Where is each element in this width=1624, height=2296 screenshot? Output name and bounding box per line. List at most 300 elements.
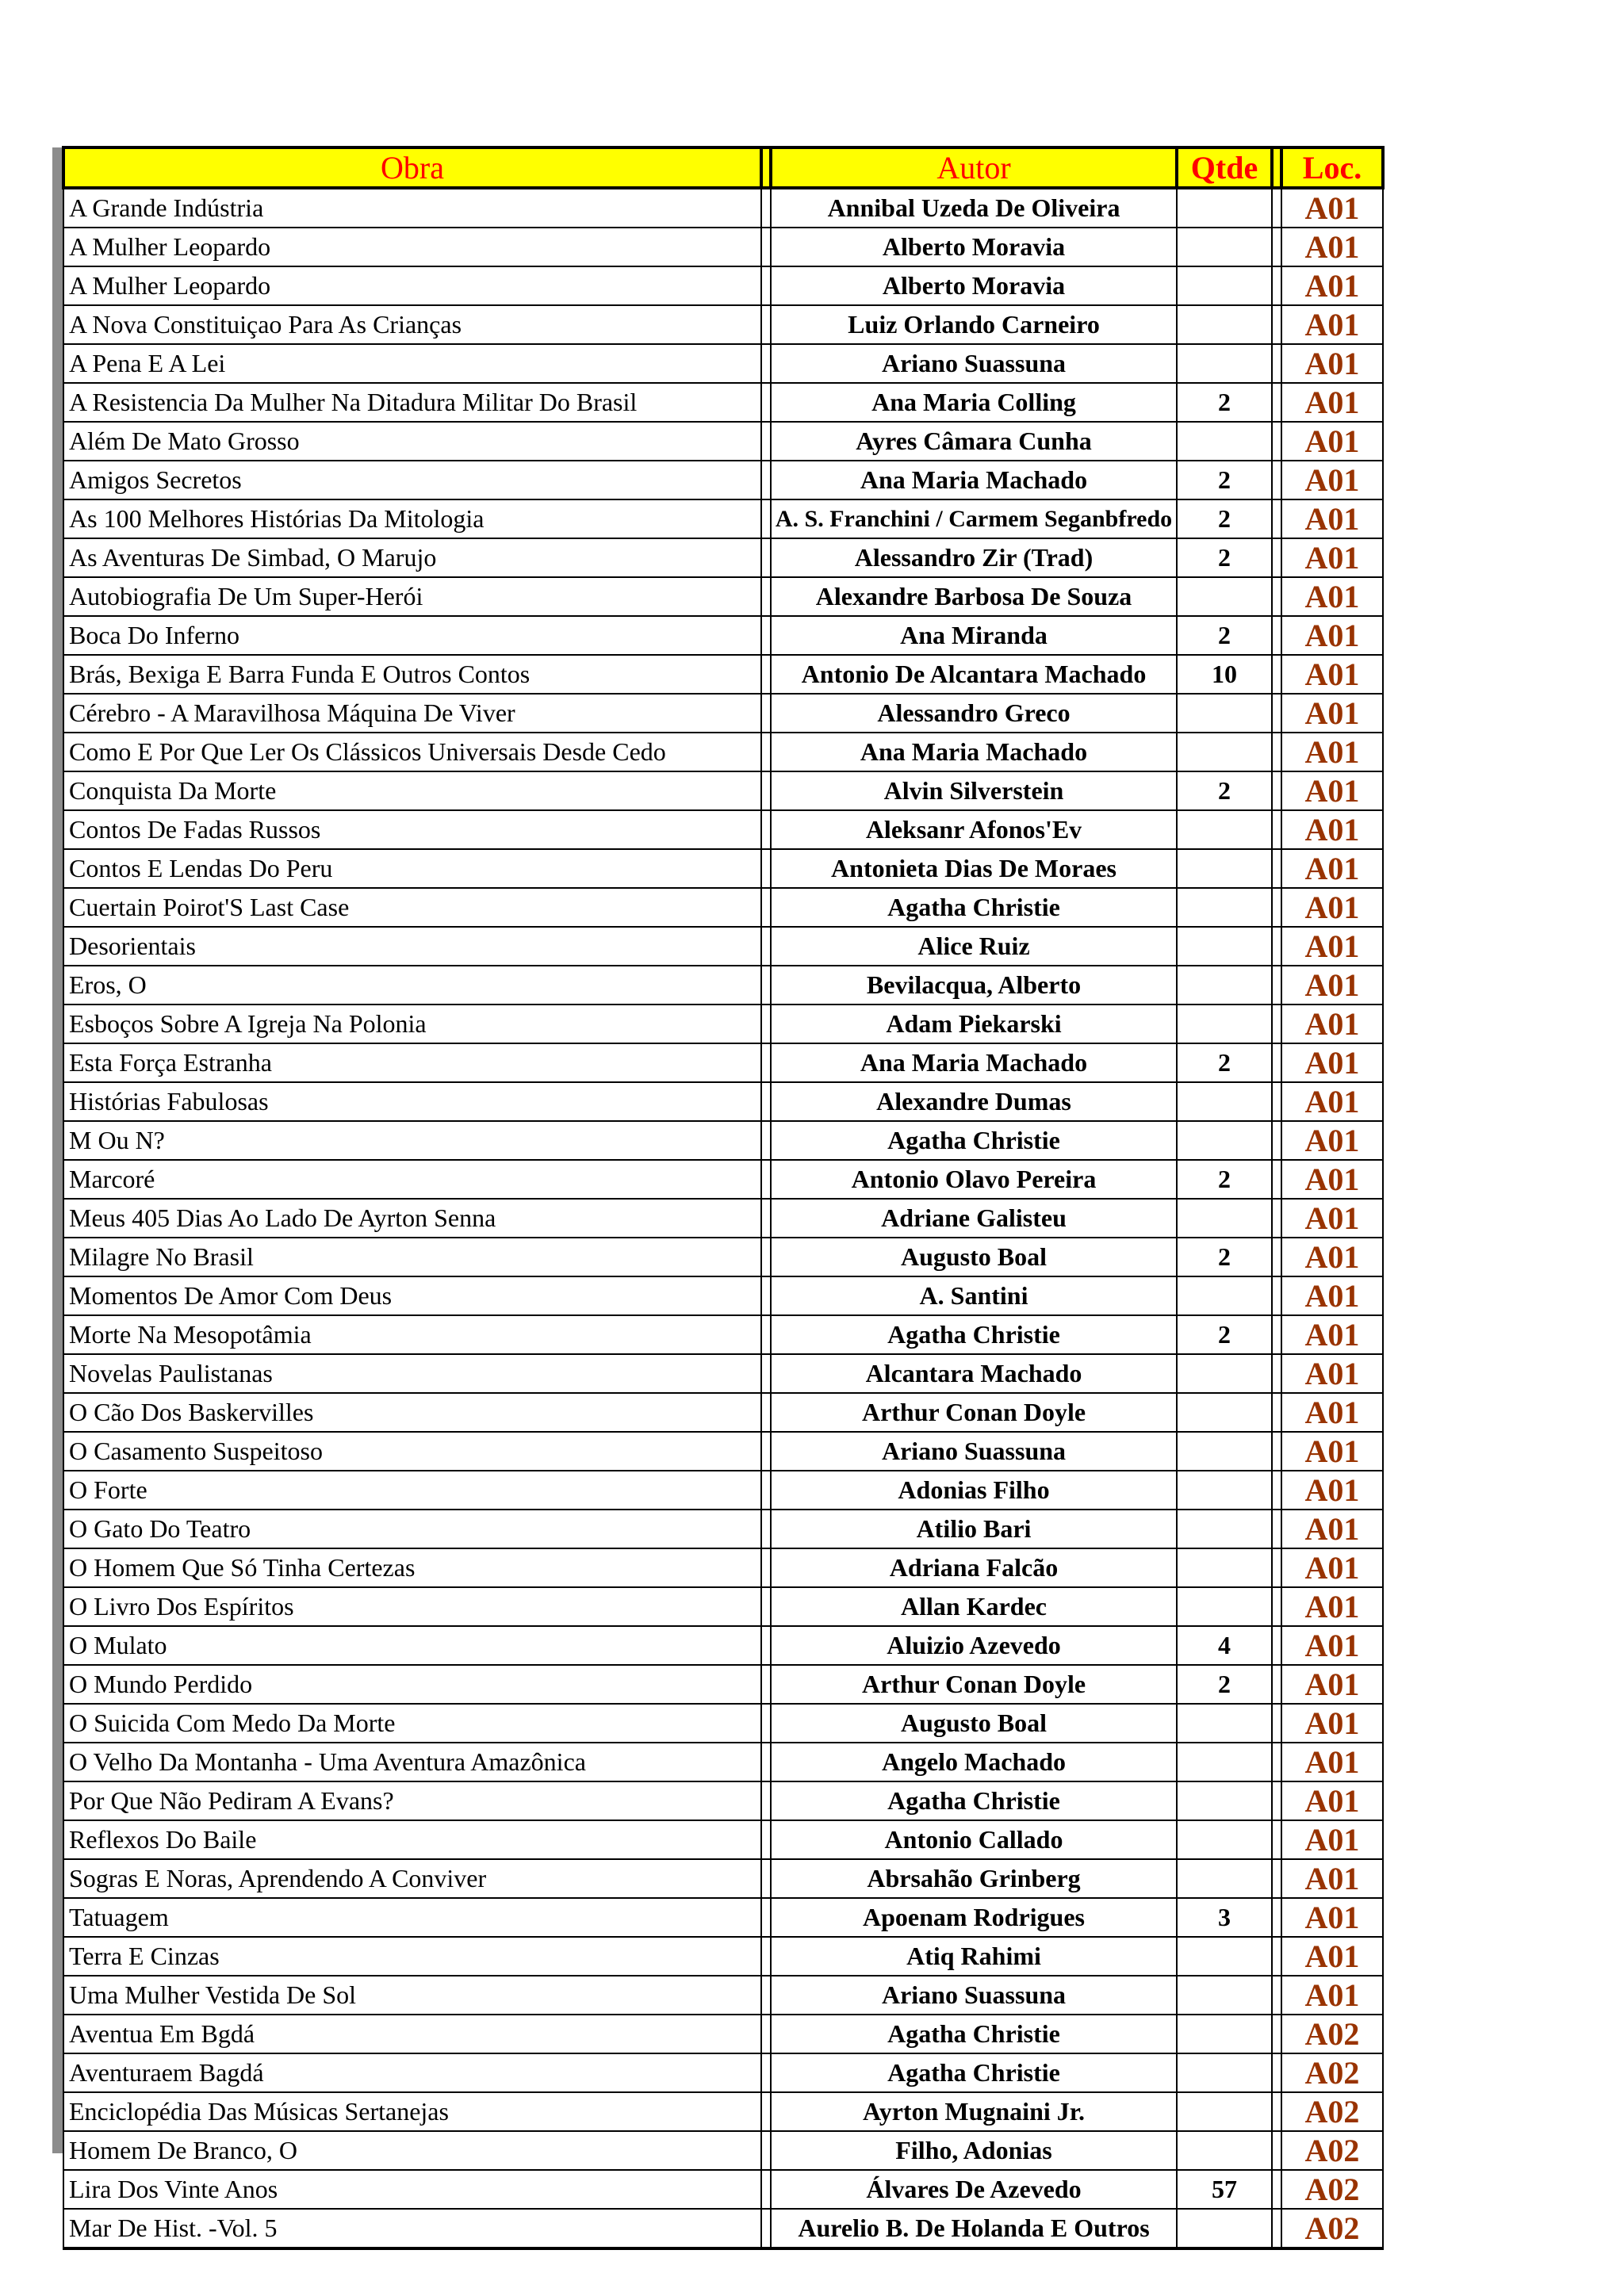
cell-qtde[interactable] bbox=[1177, 2209, 1272, 2248]
table-row bbox=[63, 1043, 1383, 1082]
cell-qtde[interactable]: 2 bbox=[1177, 1160, 1272, 1199]
cell-spacer bbox=[1272, 927, 1281, 966]
cell-obra[interactable]: Boca Do Inferno bbox=[63, 616, 761, 655]
cell-qtde[interactable] bbox=[1177, 927, 1272, 966]
cell-loc[interactable]: A01 bbox=[1281, 1704, 1383, 1743]
cell-loc[interactable]: A01 bbox=[1281, 1315, 1383, 1354]
cell-obra[interactable]: Sogras E Noras, Aprendendo A Conviver bbox=[63, 1859, 761, 1898]
cell-obra[interactable]: A Nova Constituiçao Para As Crianças bbox=[63, 305, 761, 344]
cell-autor[interactable]: Augusto Boal bbox=[771, 1704, 1177, 1743]
cell-loc[interactable]: A02 bbox=[1281, 2053, 1383, 2092]
cell-loc[interactable]: A01 bbox=[1281, 305, 1383, 344]
cell-qtde[interactable]: 2 bbox=[1177, 1665, 1272, 1704]
cell-spacer bbox=[761, 966, 771, 1004]
cell-spacer bbox=[1272, 1160, 1281, 1199]
header-autor[interactable]: Autor bbox=[771, 147, 1177, 188]
cell-autor[interactable]: Agatha Christie bbox=[771, 2053, 1177, 2092]
cell-loc[interactable]: A01 bbox=[1281, 266, 1383, 305]
cell-spacer bbox=[1272, 1238, 1281, 1276]
cell-autor[interactable]: Arthur Conan Doyle bbox=[771, 1393, 1177, 1432]
table-row bbox=[63, 2092, 1383, 2131]
cell-obra[interactable]: Esta Força Estranha bbox=[63, 1043, 761, 1082]
cell-loc[interactable]: A02 bbox=[1281, 2131, 1383, 2170]
cell-autor[interactable]: Ariano Suassuna bbox=[771, 1976, 1177, 2015]
cell-qtde[interactable] bbox=[1177, 1471, 1272, 1510]
cell-loc[interactable]: A01 bbox=[1281, 1160, 1383, 1199]
cell-spacer bbox=[761, 810, 771, 849]
cell-loc[interactable]: A01 bbox=[1281, 616, 1383, 655]
cell-autor[interactable]: Aluizio Azevedo bbox=[771, 1626, 1177, 1665]
cell-spacer bbox=[761, 1898, 771, 1937]
cell-loc[interactable]: A01 bbox=[1281, 1393, 1383, 1432]
cell-obra[interactable]: O Livro Dos Espíritos bbox=[63, 1587, 761, 1626]
cell-qtde[interactable] bbox=[1177, 2053, 1272, 2092]
cell-qtde[interactable] bbox=[1177, 1820, 1272, 1859]
cell-qtde[interactable] bbox=[1177, 849, 1272, 888]
cell-autor[interactable]: Agatha Christie bbox=[771, 888, 1177, 927]
table-row bbox=[63, 1199, 1383, 1238]
table-row bbox=[63, 1121, 1383, 1160]
cell-obra[interactable]: Aventuraem Bagdá bbox=[63, 2053, 761, 2092]
cell-obra[interactable]: Milagre No Brasil bbox=[63, 1238, 761, 1276]
cell-loc[interactable]: A01 bbox=[1281, 1587, 1383, 1626]
cell-qtde[interactable] bbox=[1177, 422, 1272, 461]
cell-obra[interactable]: O Forte bbox=[63, 1471, 761, 1510]
cell-obra[interactable]: Por Que Não Pediram A Evans? bbox=[63, 1781, 761, 1820]
cell-spacer bbox=[1272, 1432, 1281, 1471]
cell-qtde[interactable] bbox=[1177, 1976, 1272, 2015]
cell-obra[interactable]: Morte Na Mesopotâmia bbox=[63, 1315, 761, 1354]
cell-autor[interactable]: Ana Maria Machado bbox=[771, 733, 1177, 771]
header-qtde[interactable]: Qtde bbox=[1177, 147, 1272, 188]
cell-loc[interactable]: A01 bbox=[1281, 499, 1383, 538]
cell-autor[interactable]: Agatha Christie bbox=[771, 2015, 1177, 2053]
table-row bbox=[63, 1238, 1383, 1276]
cell-spacer bbox=[761, 2131, 771, 2170]
cell-obra[interactable]: Tatuagem bbox=[63, 1898, 761, 1937]
cell-spacer bbox=[761, 1082, 771, 1121]
table-row bbox=[63, 1004, 1383, 1043]
cell-obra[interactable]: Momentos De Amor Com Deus bbox=[63, 1276, 761, 1315]
cell-loc[interactable]: A01 bbox=[1281, 1199, 1383, 1238]
cell-obra[interactable]: Eros, O bbox=[63, 966, 761, 1004]
cell-spacer bbox=[1272, 616, 1281, 655]
cell-qtde[interactable] bbox=[1177, 1743, 1272, 1781]
cell-spacer bbox=[761, 771, 771, 810]
cell-loc[interactable]: A01 bbox=[1281, 577, 1383, 616]
cell-obra[interactable]: A Mulher Leopardo bbox=[63, 228, 761, 266]
table-row bbox=[63, 1781, 1383, 1820]
cell-spacer bbox=[761, 188, 771, 228]
cell-obra[interactable]: O Mundo Perdido bbox=[63, 1665, 761, 1704]
cell-qtde[interactable]: 2 bbox=[1177, 383, 1272, 422]
cell-loc[interactable]: A02 bbox=[1281, 2209, 1383, 2248]
cell-loc[interactable]: A01 bbox=[1281, 1432, 1383, 1471]
cell-qtde[interactable] bbox=[1177, 344, 1272, 383]
cell-spacer bbox=[761, 2053, 771, 2092]
cell-autor[interactable]: Aleksanr Afonos'Ev bbox=[771, 810, 1177, 849]
cell-obra[interactable]: O Velho Da Montanha - Uma Aventura Amazônica bbox=[63, 1743, 761, 1781]
cell-loc[interactable]: A01 bbox=[1281, 849, 1383, 888]
cell-obra[interactable]: Esboços Sobre A Igreja Na Polonia bbox=[63, 1004, 761, 1043]
cell-qtde[interactable]: 2 bbox=[1177, 1043, 1272, 1082]
cell-autor[interactable]: Adonias Filho bbox=[771, 1471, 1177, 1510]
cell-qtde[interactable]: 2 bbox=[1177, 771, 1272, 810]
cell-obra[interactable]: Lira Dos Vinte Anos bbox=[63, 2170, 761, 2209]
cell-autor[interactable]: Agatha Christie bbox=[771, 1121, 1177, 1160]
cell-autor[interactable]: A. Santini bbox=[771, 1276, 1177, 1315]
cell-spacer bbox=[761, 1121, 771, 1160]
table-row bbox=[63, 461, 1383, 499]
header-loc[interactable]: Loc. bbox=[1281, 147, 1383, 188]
cell-loc[interactable]: A01 bbox=[1281, 1121, 1383, 1160]
cell-obra[interactable]: Além De Mato Grosso bbox=[63, 422, 761, 461]
cell-qtde[interactable]: 2 bbox=[1177, 1238, 1272, 1276]
cell-autor[interactable]: Antonio De Alcantara Machado bbox=[771, 655, 1177, 694]
cell-autor[interactable]: Ayrton Mugnaini Jr. bbox=[771, 2092, 1177, 2131]
cell-qtde[interactable] bbox=[1177, 1393, 1272, 1432]
cell-qtde[interactable] bbox=[1177, 1510, 1272, 1548]
cell-obra[interactable]: Histórias Fabulosas bbox=[63, 1082, 761, 1121]
cell-obra[interactable]: M Ou N? bbox=[63, 1121, 761, 1160]
table-row bbox=[63, 577, 1383, 616]
cell-obra[interactable]: Desorientais bbox=[63, 927, 761, 966]
cell-qtde[interactable]: 4 bbox=[1177, 1626, 1272, 1665]
cell-spacer bbox=[761, 1820, 771, 1859]
cell-loc[interactable]: A01 bbox=[1281, 1976, 1383, 2015]
table-row bbox=[63, 2170, 1383, 2209]
table-row bbox=[63, 733, 1383, 771]
cell-loc[interactable]: A01 bbox=[1281, 810, 1383, 849]
cell-autor[interactable]: Adam Piekarski bbox=[771, 1004, 1177, 1043]
cell-qtde[interactable] bbox=[1177, 1937, 1272, 1976]
table-row bbox=[63, 188, 1383, 228]
cell-qtde[interactable]: 2 bbox=[1177, 499, 1272, 538]
cell-loc[interactable]: A01 bbox=[1281, 422, 1383, 461]
cell-spacer bbox=[1272, 2053, 1281, 2092]
cell-qtde[interactable]: 57 bbox=[1177, 2170, 1272, 2209]
cell-loc[interactable]: A01 bbox=[1281, 927, 1383, 966]
header-obra[interactable]: Obra bbox=[63, 147, 761, 188]
cell-obra[interactable]: A Pena E A Lei bbox=[63, 344, 761, 383]
table-row bbox=[63, 344, 1383, 383]
cell-spacer bbox=[1272, 228, 1281, 266]
cell-obra[interactable]: Reflexos Do Baile bbox=[63, 1820, 761, 1859]
cell-loc[interactable]: A02 bbox=[1281, 2092, 1383, 2131]
cell-spacer bbox=[1272, 461, 1281, 499]
cell-obra[interactable]: O Casamento Suspeitoso bbox=[63, 1432, 761, 1471]
cell-obra[interactable]: Marcoré bbox=[63, 1160, 761, 1199]
table-row bbox=[63, 2209, 1383, 2248]
cell-obra[interactable]: Aventua Em Bgdá bbox=[63, 2015, 761, 2053]
cell-spacer bbox=[761, 694, 771, 733]
cell-obra[interactable]: O Homem Que Só Tinha Certezas bbox=[63, 1548, 761, 1587]
cell-autor[interactable]: Alcantara Machado bbox=[771, 1354, 1177, 1393]
table-row bbox=[63, 888, 1383, 927]
cell-spacer bbox=[761, 655, 771, 694]
cell-spacer bbox=[761, 927, 771, 966]
table-row bbox=[63, 2053, 1383, 2092]
cell-obra[interactable]: Autobiografia De Um Super-Herói bbox=[63, 577, 761, 616]
cell-loc[interactable]: A01 bbox=[1281, 1354, 1383, 1393]
table-row bbox=[63, 1898, 1383, 1937]
cell-spacer bbox=[1272, 810, 1281, 849]
cell-spacer bbox=[1272, 849, 1281, 888]
cell-loc[interactable]: A01 bbox=[1281, 771, 1383, 810]
cell-qtde[interactable] bbox=[1177, 2092, 1272, 2131]
table-row bbox=[63, 1082, 1383, 1121]
cell-autor[interactable]: Ana Maria Machado bbox=[771, 461, 1177, 499]
cell-autor[interactable]: Agatha Christie bbox=[771, 1315, 1177, 1354]
cell-loc[interactable]: A01 bbox=[1281, 1820, 1383, 1859]
cell-loc[interactable]: A01 bbox=[1281, 1510, 1383, 1548]
cell-autor[interactable]: Antonio Olavo Pereira bbox=[771, 1160, 1177, 1199]
cell-qtde[interactable] bbox=[1177, 1276, 1272, 1315]
cell-autor[interactable]: Allan Kardec bbox=[771, 1587, 1177, 1626]
cell-loc[interactable]: A01 bbox=[1281, 655, 1383, 694]
cell-loc[interactable]: A01 bbox=[1281, 888, 1383, 927]
cell-autor[interactable]: Antonieta Dias De Moraes bbox=[771, 849, 1177, 888]
cell-obra[interactable]: As Aventuras De Simbad, O Marujo bbox=[63, 538, 761, 577]
cell-obra[interactable]: Amigos Secretos bbox=[63, 461, 761, 499]
cell-spacer bbox=[761, 228, 771, 266]
cell-qtde[interactable] bbox=[1177, 1082, 1272, 1121]
table-row bbox=[63, 1976, 1383, 2015]
table-row bbox=[63, 266, 1383, 305]
cell-spacer bbox=[1272, 344, 1281, 383]
cell-qtde[interactable] bbox=[1177, 305, 1272, 344]
cell-loc[interactable]: A01 bbox=[1281, 1743, 1383, 1781]
cell-qtde[interactable] bbox=[1177, 577, 1272, 616]
cell-spacer bbox=[1272, 733, 1281, 771]
table-row bbox=[63, 771, 1383, 810]
cell-autor[interactable]: Ana Maria Machado bbox=[771, 1043, 1177, 1082]
cell-autor[interactable]: Ariano Suassuna bbox=[771, 1432, 1177, 1471]
cell-loc[interactable]: A01 bbox=[1281, 1276, 1383, 1315]
cell-loc[interactable]: A01 bbox=[1281, 461, 1383, 499]
cell-loc[interactable]: A01 bbox=[1281, 1859, 1383, 1898]
cell-qtde[interactable] bbox=[1177, 1548, 1272, 1587]
cell-loc[interactable]: A01 bbox=[1281, 1665, 1383, 1704]
cell-qtde[interactable]: 2 bbox=[1177, 538, 1272, 577]
header-row bbox=[63, 147, 1383, 188]
cell-autor[interactable]: Alvin Silverstein bbox=[771, 771, 1177, 810]
cell-qtde[interactable] bbox=[1177, 694, 1272, 733]
cell-loc[interactable]: A01 bbox=[1281, 1626, 1383, 1665]
cell-loc[interactable]: A01 bbox=[1281, 694, 1383, 733]
cell-spacer bbox=[1272, 1665, 1281, 1704]
table-row bbox=[63, 1432, 1383, 1471]
cell-spacer bbox=[1272, 1354, 1281, 1393]
cell-qtde[interactable] bbox=[1177, 228, 1272, 266]
cell-loc[interactable]: A01 bbox=[1281, 188, 1383, 228]
table-row bbox=[63, 1587, 1383, 1626]
cell-autor[interactable]: Alberto Moravia bbox=[771, 266, 1177, 305]
cell-autor[interactable]: Apoenam Rodrigues bbox=[771, 1898, 1177, 1937]
cell-qtde[interactable] bbox=[1177, 266, 1272, 305]
cell-obra[interactable]: Mar De Hist. -Vol. 5 bbox=[63, 2209, 761, 2248]
cell-spacer bbox=[761, 888, 771, 927]
cell-loc[interactable]: A01 bbox=[1281, 1082, 1383, 1121]
cell-autor[interactable]: Adriane Galisteu bbox=[771, 1199, 1177, 1238]
cell-autor[interactable]: Angelo Machado bbox=[771, 1743, 1177, 1781]
cell-obra[interactable]: A Mulher Leopardo bbox=[63, 266, 761, 305]
cell-obra[interactable]: O Cão Dos Baskervilles bbox=[63, 1393, 761, 1432]
table-row bbox=[63, 655, 1383, 694]
cell-obra[interactable]: O Mulato bbox=[63, 1626, 761, 1665]
cell-loc[interactable]: A01 bbox=[1281, 383, 1383, 422]
cell-spacer bbox=[1272, 538, 1281, 577]
cell-qtde[interactable] bbox=[1177, 1354, 1272, 1393]
cell-spacer bbox=[1272, 1276, 1281, 1315]
cell-autor[interactable]: Alexandre Barbosa De Souza bbox=[771, 577, 1177, 616]
cell-loc[interactable]: A01 bbox=[1281, 1471, 1383, 1510]
cell-spacer bbox=[761, 266, 771, 305]
cell-autor[interactable]: A. S. Franchini / Carmem Seganbfredo bbox=[771, 499, 1177, 538]
cell-loc[interactable]: A01 bbox=[1281, 1238, 1383, 1276]
cell-loc[interactable]: A02 bbox=[1281, 2015, 1383, 2053]
cell-loc[interactable]: A01 bbox=[1281, 1043, 1383, 1082]
cell-qtde[interactable] bbox=[1177, 1859, 1272, 1898]
cell-qtde[interactable] bbox=[1177, 1004, 1272, 1043]
table-row bbox=[63, 1160, 1383, 1199]
cell-spacer bbox=[761, 1510, 771, 1548]
cell-spacer bbox=[1272, 1315, 1281, 1354]
cell-obra[interactable]: Uma Mulher Vestida De Sol bbox=[63, 1976, 761, 2015]
cell-spacer bbox=[1272, 2170, 1281, 2209]
cell-autor[interactable]: Alessandro Greco bbox=[771, 694, 1177, 733]
cell-loc[interactable]: A01 bbox=[1281, 733, 1383, 771]
table-row bbox=[63, 1354, 1383, 1393]
cell-obra[interactable]: Terra E Cinzas bbox=[63, 1937, 761, 1976]
cell-autor[interactable]: Atilio Bari bbox=[771, 1510, 1177, 1548]
cell-obra[interactable]: Cuertain Poirot'S Last Case bbox=[63, 888, 761, 927]
cell-qtde[interactable] bbox=[1177, 1704, 1272, 1743]
cell-qtde[interactable]: 2 bbox=[1177, 616, 1272, 655]
table-row bbox=[63, 1471, 1383, 1510]
cell-obra[interactable]: O Suicida Com Medo Da Morte bbox=[63, 1704, 761, 1743]
cell-autor[interactable]: Adriana Falcão bbox=[771, 1548, 1177, 1587]
cell-spacer bbox=[1272, 1587, 1281, 1626]
cell-obra[interactable]: Cérebro - A Maravilhosa Máquina De Viver bbox=[63, 694, 761, 733]
cell-qtde[interactable] bbox=[1177, 1432, 1272, 1471]
cell-qtde[interactable] bbox=[1177, 2131, 1272, 2170]
cell-qtde[interactable] bbox=[1177, 188, 1272, 228]
cell-autor[interactable]: Antonio Callado bbox=[771, 1820, 1177, 1859]
cell-spacer bbox=[1272, 266, 1281, 305]
cell-loc[interactable]: A01 bbox=[1281, 1937, 1383, 1976]
cell-qtde[interactable] bbox=[1177, 2015, 1272, 2053]
cell-qtde[interactable] bbox=[1177, 810, 1272, 849]
cell-loc[interactable]: A01 bbox=[1281, 344, 1383, 383]
cell-qtde[interactable] bbox=[1177, 888, 1272, 927]
cell-qtde[interactable] bbox=[1177, 1199, 1272, 1238]
cell-qtde[interactable]: 2 bbox=[1177, 1315, 1272, 1354]
cell-autor[interactable]: Luiz Orlando Carneiro bbox=[771, 305, 1177, 344]
cell-spacer bbox=[761, 1937, 771, 1976]
cell-obra[interactable]: A Resistencia Da Mulher Na Ditadura Militar Do Brasil bbox=[63, 383, 761, 422]
table-row bbox=[63, 927, 1383, 966]
cell-spacer bbox=[1272, 888, 1281, 927]
cell-obra[interactable]: Homem De Branco, O bbox=[63, 2131, 761, 2170]
cell-obra[interactable]: A Grande Indústria bbox=[63, 188, 761, 228]
cell-obra[interactable]: Meus 405 Dias Ao Lado De Ayrton Senna bbox=[63, 1199, 761, 1238]
cell-obra[interactable]: As 100 Melhores Histórias Da Mitologia bbox=[63, 499, 761, 538]
cell-obra[interactable]: Novelas Paulistanas bbox=[63, 1354, 761, 1393]
cell-autor[interactable]: Ana Miranda bbox=[771, 616, 1177, 655]
cell-obra[interactable]: Como E Por Que Ler Os Clássicos Universais Desde Cedo bbox=[63, 733, 761, 771]
cell-autor[interactable]: Alessandro Zir (Trad) bbox=[771, 538, 1177, 577]
cell-qtde[interactable]: 2 bbox=[1177, 461, 1272, 499]
cell-qtde[interactable] bbox=[1177, 733, 1272, 771]
cell-autor[interactable]: Atiq Rahimi bbox=[771, 1937, 1177, 1976]
cell-loc[interactable]: A01 bbox=[1281, 538, 1383, 577]
cell-spacer bbox=[761, 2209, 771, 2248]
cell-qtde[interactable] bbox=[1177, 1587, 1272, 1626]
cell-autor[interactable]: Álvares De Azevedo bbox=[771, 2170, 1177, 2209]
table-row bbox=[63, 1510, 1383, 1548]
cell-autor[interactable]: Alice Ruiz bbox=[771, 927, 1177, 966]
cell-qtde[interactable] bbox=[1177, 966, 1272, 1004]
cell-loc[interactable]: A01 bbox=[1281, 1548, 1383, 1587]
cell-spacer bbox=[1272, 422, 1281, 461]
cell-spacer bbox=[761, 1432, 771, 1471]
cell-autor[interactable]: Alexandre Dumas bbox=[771, 1082, 1177, 1121]
cell-loc[interactable]: A01 bbox=[1281, 966, 1383, 1004]
cell-autor[interactable]: Bevilacqua, Alberto bbox=[771, 966, 1177, 1004]
cell-spacer bbox=[761, 2015, 771, 2053]
cell-autor[interactable]: Augusto Boal bbox=[771, 1238, 1177, 1276]
cell-obra[interactable]: Contos E Lendas Do Peru bbox=[63, 849, 761, 888]
cell-obra[interactable]: Enciclopédia Das Músicas Sertanejas bbox=[63, 2092, 761, 2131]
cell-obra[interactable]: Contos De Fadas Russos bbox=[63, 810, 761, 849]
cell-spacer bbox=[761, 1665, 771, 1704]
cell-qtde[interactable] bbox=[1177, 1121, 1272, 1160]
cell-autor[interactable]: Arthur Conan Doyle bbox=[771, 1665, 1177, 1704]
cell-autor[interactable]: Ariano Suassuna bbox=[771, 344, 1177, 383]
cell-spacer bbox=[1272, 1471, 1281, 1510]
cell-qtde[interactable]: 3 bbox=[1177, 1898, 1272, 1937]
cell-spacer bbox=[1272, 1510, 1281, 1548]
cell-loc[interactable]: A02 bbox=[1281, 2170, 1383, 2209]
cell-autor[interactable]: Aurelio B. De Holanda E Outros bbox=[771, 2209, 1177, 2248]
cell-obra[interactable]: O Gato Do Teatro bbox=[63, 1510, 761, 1548]
header-spacer bbox=[761, 147, 771, 188]
table-row bbox=[63, 849, 1383, 888]
table-row bbox=[63, 228, 1383, 266]
cell-spacer bbox=[761, 733, 771, 771]
cell-loc[interactable]: A01 bbox=[1281, 1781, 1383, 1820]
cell-autor[interactable]: Filho, Adonias bbox=[771, 2131, 1177, 2170]
cell-loc[interactable]: A01 bbox=[1281, 1898, 1383, 1937]
cell-autor[interactable]: Abrsahão Grinberg bbox=[771, 1859, 1177, 1898]
cell-spacer bbox=[761, 1587, 771, 1626]
cell-qtde[interactable]: 10 bbox=[1177, 655, 1272, 694]
cell-spacer bbox=[1272, 2209, 1281, 2248]
cell-autor[interactable]: Ayres Câmara Cunha bbox=[771, 422, 1177, 461]
cell-autor[interactable]: Ana Maria Colling bbox=[771, 383, 1177, 422]
cell-spacer bbox=[1272, 1393, 1281, 1432]
cell-qtde[interactable] bbox=[1177, 1781, 1272, 1820]
cell-autor[interactable]: Annibal Uzeda De Oliveira bbox=[771, 188, 1177, 228]
cell-obra[interactable]: Brás, Bexiga E Barra Funda E Outros Contos bbox=[63, 655, 761, 694]
cell-spacer bbox=[1272, 1859, 1281, 1898]
cell-autor[interactable]: Agatha Christie bbox=[771, 1781, 1177, 1820]
cell-obra[interactable]: Conquista Da Morte bbox=[63, 771, 761, 810]
cell-autor[interactable]: Alberto Moravia bbox=[771, 228, 1177, 266]
cell-loc[interactable]: A01 bbox=[1281, 1004, 1383, 1043]
cell-loc[interactable]: A01 bbox=[1281, 228, 1383, 266]
